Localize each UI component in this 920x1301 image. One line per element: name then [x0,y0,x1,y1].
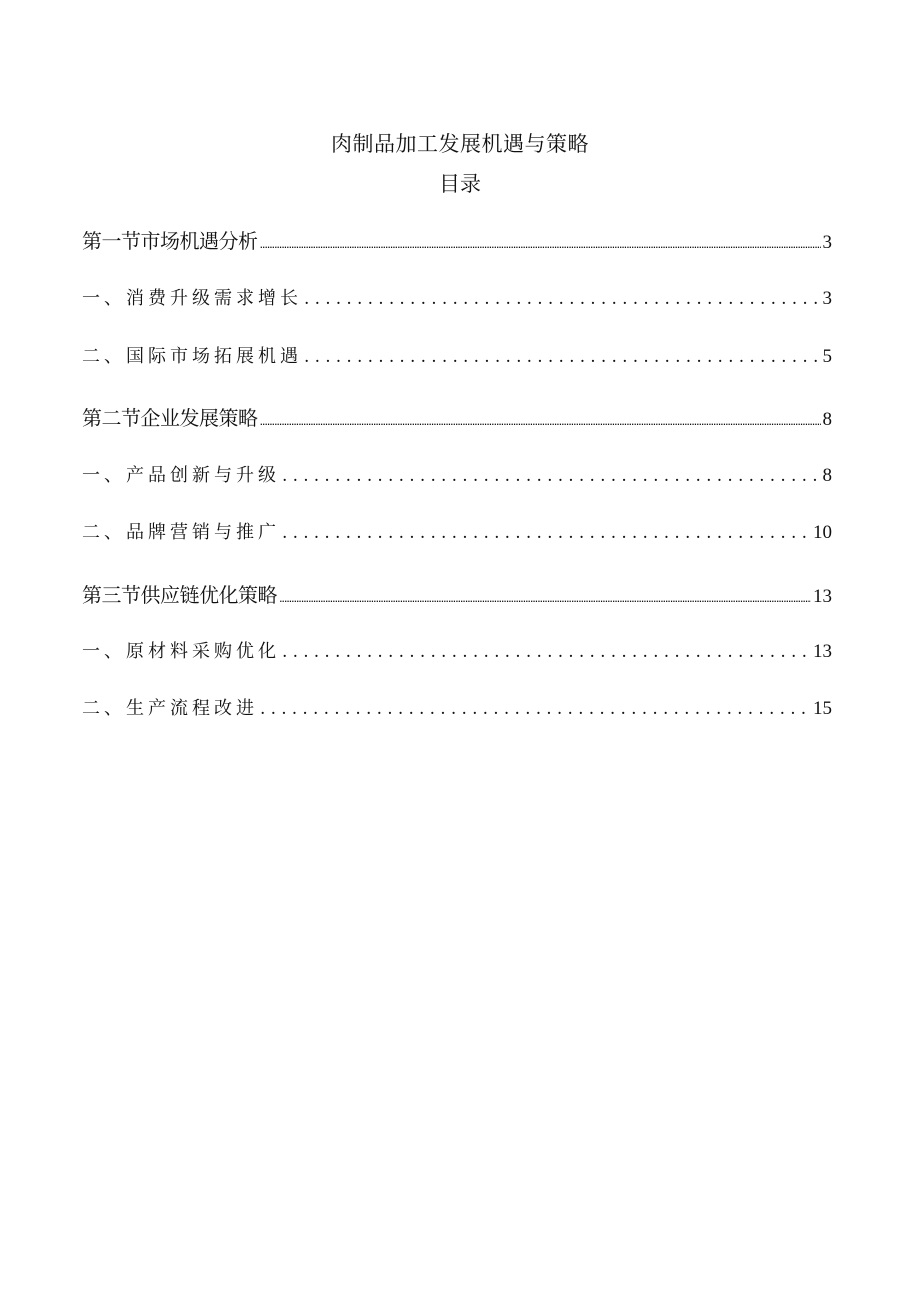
toc-entry-label: 二、生产流程改进 [82,698,258,719]
toc-entry-subsection-3-1[interactable] [82,637,832,671]
toc-page-number: 5 [822,346,832,367]
toc-dot-leader [304,289,821,309]
toc-dot-leader [260,236,821,251]
toc-entry-label: 二、品牌营销与推广 [82,522,280,543]
toc-entry-subsection-1-2[interactable] [82,342,832,376]
toc-entry-section-3[interactable] [82,579,832,613]
toc-page-number: 10 [813,522,832,543]
toc-page-number: 8 [822,465,832,486]
toc-dot-leader [282,523,811,543]
toc-entry-subsection-2-1[interactable] [82,461,832,495]
toc-entry-subsection-1-1[interactable] [82,284,832,318]
toc-entry-label: 一、原材料采购优化 [82,641,280,662]
toc-entry-label: 第二节企业发展策略 [82,406,258,430]
toc-page-number: 3 [822,232,832,253]
document-title: 肉制品加工发展机遇与策略 [331,132,589,156]
toc-entry-subsection-3-2[interactable] [82,694,832,728]
toc-dot-leader [260,413,821,428]
toc-entry-section-1[interactable] [82,225,832,259]
toc-entry-label: 第三节供应链优化策略 [82,583,277,607]
toc-heading: 目录 [439,172,481,196]
toc-dot-leader [260,699,811,719]
toc-entry-section-2[interactable] [82,402,832,436]
toc-entry-label: 一、消费升级需求增长 [82,288,302,309]
toc-dot-leader [304,347,821,367]
toc-page-number: 13 [813,641,832,662]
toc-dot-leader [279,590,811,605]
toc-dot-leader [282,642,811,662]
toc-page-number: 15 [813,698,832,719]
toc-entry-subsection-2-2[interactable] [82,518,832,552]
toc-entry-label: 第一节市场机遇分析 [82,229,258,253]
toc-dot-leader [282,466,821,486]
toc-entry-label: 一、产品创新与升级 [82,465,280,486]
toc-page-number: 8 [822,409,832,430]
toc-page-number: 3 [822,288,832,309]
toc-entry-label: 二、国际市场拓展机遇 [82,346,302,367]
toc-page-number: 13 [813,586,832,607]
